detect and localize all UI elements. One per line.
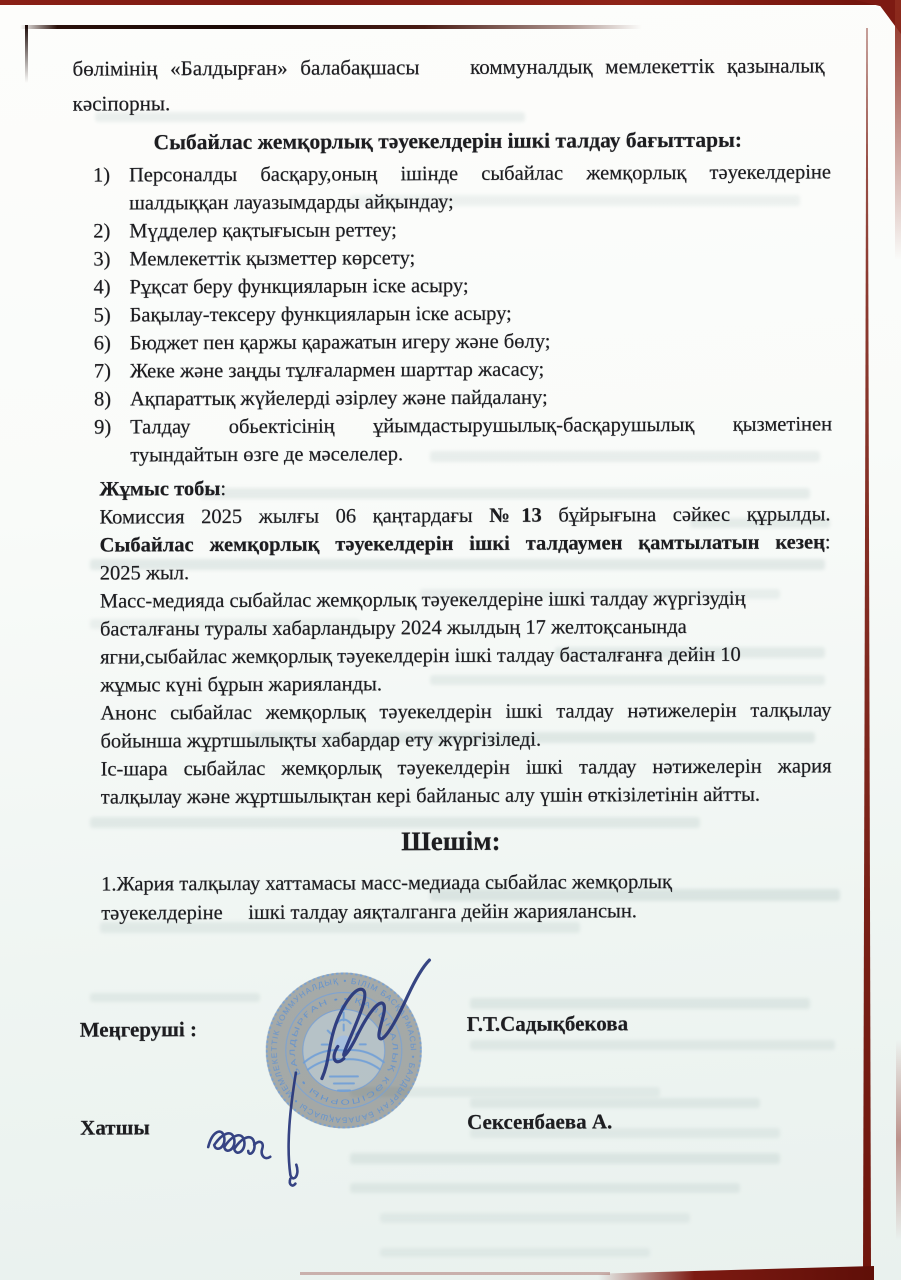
- text-line: [100, 528, 831, 559]
- list-item-text: [130, 382, 832, 413]
- list-item-text: [130, 298, 832, 329]
- section-heading: Сыбайлас жемқорлық тәуекелдерін ішкі талдау бағыттары:: [153, 127, 743, 155]
- text-line: тәуекелдеріне ішкі талдау аяқталганга дейін жариялансын.: [101, 900, 637, 925]
- text: Жеке және заңды тұлғалармен шарттар жасасу;: [129, 358, 545, 383]
- signer-name: Сексенбаева А.: [467, 1109, 613, 1134]
- text: туындайтын өзге де мәселелер.: [130, 443, 404, 467]
- signer-name: Г.Т.Садықбекова: [466, 1011, 629, 1036]
- intro-paragraph: [72, 48, 824, 121]
- text-line: [130, 326, 832, 357]
- text: ягни,сыбайлас жемқорлық тәуекелдерін ішкі талдау басталғанға дейін 10: [100, 643, 741, 669]
- text: 2025 жыл.: [99, 562, 190, 585]
- text-line: [99, 472, 830, 503]
- text-line: [129, 242, 831, 273]
- text: Бюджет пен қаржы қаражатын игеру және бөлу;: [129, 330, 551, 355]
- text-line: бөлімінің «Балдырған» балабақшасы коммуналдық мемлекеттік қазыналық: [72, 53, 825, 81]
- text: басталғаны туралы хабарландыру 2024 жылдың 17 желтоқсанында: [99, 615, 687, 641]
- text-line: [100, 640, 831, 671]
- text: Мүдделер қақтығысын реттеу;: [129, 219, 397, 243]
- list-item: [93, 242, 831, 273]
- text-line: [129, 214, 831, 245]
- list-marker: 5): [93, 304, 111, 327]
- text-line: [100, 584, 831, 615]
- text-line: [100, 668, 831, 699]
- text: бойынша жұртшылықты хабардар ету жүргізіледі.: [100, 728, 542, 753]
- list-item: [93, 158, 831, 217]
- stamp-inner-ring-text: • ҚАЗЫНАЛЫҚ КӘСІПОРНЫ • БАЛДЫРҒАН •: [287, 994, 400, 1107]
- signer-role-label: Хатшы: [80, 1115, 150, 1140]
- bold-text: №13: [489, 504, 542, 527]
- text-line: [100, 724, 831, 755]
- list-marker: 8): [93, 388, 112, 411]
- list-item-text: [129, 242, 831, 273]
- text: Ақпараттық жүйелерді әзірлеу және пайдалану;: [129, 386, 548, 411]
- text: Мемлекеттік қызметтер көрсету;: [129, 247, 416, 271]
- manager-signature: [283, 950, 474, 1086]
- text: талқылау және жұртшылықтан кері байланыс алу үшін өткізілетінін айтты.: [100, 783, 760, 809]
- bold-text: Сыбайлас жемқорлық тәуекелдерін ішкі талдаумен қамтылатын кезең: [99, 531, 825, 557]
- decision-paragraph: [101, 867, 832, 928]
- text-line: [100, 556, 831, 587]
- text: Комиссия 2025 жылғы 06 қаңтардағы: [99, 504, 490, 529]
- text-line: [100, 612, 831, 643]
- list-item: [94, 354, 832, 385]
- text: :: [220, 477, 227, 501]
- decision-heading: Шешім:: [401, 825, 501, 857]
- text-line: [101, 752, 832, 783]
- text: Талдау обьектісінің ұйымдастырушылық-басқарушылық қызметінен: [130, 413, 833, 439]
- list-item-text: [130, 354, 832, 385]
- text-line: [130, 298, 832, 329]
- list-item: [94, 298, 832, 329]
- text-line: [130, 354, 832, 385]
- text-line: [130, 438, 832, 469]
- text: Анонс сыбайлас жемқорлық тәуекелдерін ішкі талдау нәтижелерін талқылау: [100, 699, 832, 725]
- list-marker: 6): [93, 332, 111, 355]
- list-item-text: [129, 158, 831, 217]
- secretary-signature: [198, 1068, 349, 1189]
- text: Масс-медияда сыбайлас жемқорлық тәуекелдеріне ішкі талдау жүргізудің: [99, 587, 746, 613]
- text-line: [101, 780, 832, 811]
- text: бұйрығына сәйкес құрылды.: [541, 503, 831, 527]
- list-item: [94, 326, 832, 357]
- list-marker: 4): [93, 276, 111, 299]
- text-line: [129, 158, 831, 189]
- list-marker: 9): [94, 416, 112, 439]
- list-marker: 2): [93, 220, 111, 243]
- text-line: 1.Жария талқылау хаттамасы масс-медиада сыбайлас жемқорлық: [101, 871, 673, 896]
- text: жұмыс күні бұрын жарияланды.: [100, 673, 382, 697]
- text: :: [824, 531, 831, 554]
- list-item: [94, 382, 832, 413]
- list-marker: 1): [92, 164, 111, 187]
- list-item: [93, 270, 831, 301]
- signer-role-label: Меңгеруші :: [79, 1017, 198, 1042]
- bold-text: Жұмыс тобы: [99, 478, 221, 501]
- text: Персоналды басқару,оның ішінде сыбайлас жемқорлық тәуекелдеріне: [128, 161, 832, 187]
- text: Бақылау-тексеру функцияларын іске асыру;: [129, 302, 512, 327]
- stamp-ring-text: • БІЛІМ БАСҚАРМАСЫ • БАЛДЫРҒАН БАЛАБАҚШАСЫ • МЕМЛЕКЕТТІК КОММУНАЛДЫҚ: [269, 976, 418, 1125]
- text-line: [99, 500, 830, 531]
- list-marker: 7): [93, 360, 111, 383]
- list-item-text: [130, 326, 832, 357]
- list-item: [94, 410, 832, 469]
- text: шалдыққан лауазымдарды айқындау;: [129, 190, 454, 215]
- text-line: кәсіпорны.: [72, 91, 171, 116]
- text-line: [129, 186, 831, 217]
- list-item-text: [129, 214, 831, 245]
- text: Рұқсат беру функцияларын іске асыру;: [129, 274, 469, 299]
- numbered-list: [93, 158, 832, 469]
- text-line: [129, 270, 831, 301]
- text: Іс-шара сыбайлас жемқорлық тәуекелдерін ішкі талдау нәтижелерін жария: [100, 755, 832, 781]
- text-line: [130, 382, 832, 413]
- list-item-text: [130, 410, 832, 469]
- list-item: [93, 214, 831, 245]
- text-line: [130, 410, 832, 441]
- list-marker: 3): [93, 248, 111, 271]
- body-paragraphs: [99, 472, 831, 811]
- text-line: [100, 696, 831, 727]
- list-item-text: [129, 270, 831, 301]
